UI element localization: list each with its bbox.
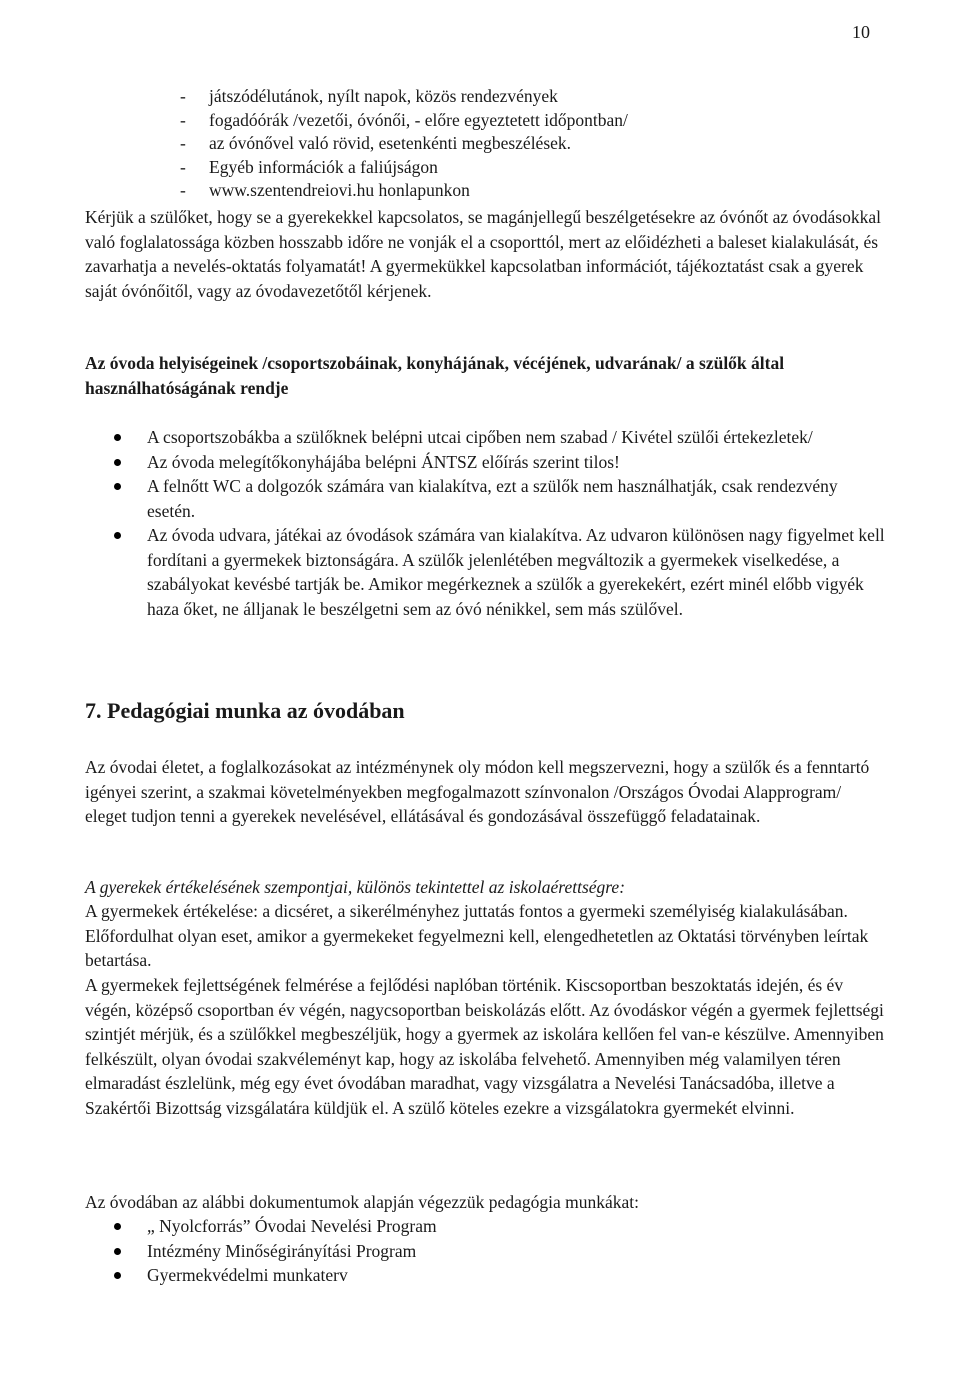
section-intro: Az óvodai életet, a foglalkozásokat az intézménynek oly módon kell megszervezni, hogy a szülők és a fenntartó igényei szerint, a szakmai követelményekben megfogalmazott színvonalon /Országos Óvodai Alapprogram/ eleget tudjon tenni a gyerekek nevelésével, ellátásával és gondozásával összefüggő feladatainak. [85,757,870,826]
documents-list [85,1214,885,1288]
rooms-heading: Az óvoda helyiségeinek /csoportszobáinak, konyhájának, vécéjének, udvarának/ a szülők által használhatóságának rendje [85,353,785,398]
list-item: Gyermekvédelmi munkaterv [85,1263,885,1288]
evaluation-paragraph: A gyermekek fejlettségének felmérése a fejlődési naplóban történik. Kiscsoportban beszoktatás idején, és év végén, középső csoportban év végén, nagycsoportban beiskolázás előtt. Az óvodáskor végén a gyermek fejlettségi szintjét mérjük, és a szülőkkel megbeszéljük, hogy a gyermek az iskolára kellően fel van-e készülve. Amennyiben felkészült, olyan óvodai szakvéleményt kap, hogy az iskolába felvehető. Amennyiben még valamilyen téren elmaradást észlelünk, még egy évet óvodában maradhat, vagy vizsgálatra a Nevelési Tanácsadóba, illetve a Szakértői Bizottság vizsgálatára küldjük el. A szülő köteles ezekre a vizsgálatokra gyermekét elvinni. [85,975,884,1118]
contact-channels-list [180,85,628,203]
list-item: Az óvoda udvara, játékai az óvodások számára van kialakítva. Az udvaron különösen nagy figyelmet kell fordítani a gyermekek biztonságára. A szülők jelenlétében megváltozik a gyermekek viselkedése, a szabályokat kevésbé tartják be. Amikor megérkeznek a szülők a gyerekekért, ezért minél előbb vigyék haza őket, ne álljanak le beszélgetni sem az óvó nénikkel, sem más szülővel. [85,523,885,621]
list-item: - játszódélutánok, nyílt napok, közös rendezvények [180,85,628,109]
section-title: 7. Pedagógiai munka az óvodában [85,698,405,723]
page-number: 10 [852,22,870,42]
evaluation-paragraph: A gyermekek értékelése: a dicséret, a sikerélményhez juttatás fontos a gyermeki személyiség kialakulásában. Előfordulhat olyan eset, amikor a gyermekeket fegyelmezni kell, elengedhetetlen az Oktatási törvényben leírtak betartása. [85,901,869,970]
list-item: - Egyéb információk a faliújságon [180,156,628,180]
list-item: - fogadóórák /vezetői, óvónői, - előre egyeztetett időpontban/ [180,109,628,133]
list-item: Az óvoda melegítőkonyhájába belépni ÁNTSZ előírás szerint tilos! [85,450,885,475]
evaluation-heading: A gyerekek értékelésének szempontjai, különös tekintettel az iskolaérettségre: [85,877,626,897]
list-item: - www.szentendreiovi.hu honlapunkon [180,179,628,203]
request-paragraph: Kérjük a szülőket, hogy se a gyerekekkel kapcsolatos, se magánjellegű beszélgetésekre az óvónőt az óvodásokkal való foglalatossága közben hosszabb időre ne vonják el a csoporttól, mert az előidézheti a baleset kialakulását, és zavarhatja a nevelés-oktatás folyamatát! A gyermekükkel kapcsolatban információt, tájékoztatást csak a gyerek saját óvónőitől, vagy az óvodavezetőtől kérjenek. [85,207,881,301]
list-item: Intézmény Minőségirányítási Program [85,1239,885,1264]
list-item: „ Nyolcforrás” Óvodai Nevelési Program [85,1214,885,1239]
list-item: A felnőtt WC a dolgozók számára van kialakítva, ezt a szülők nem használhatják, csak rendezvény esetén. [85,474,885,523]
list-item: - az óvónővel való rövid, esetenkénti megbeszélések. [180,132,628,156]
list-item: A csoportszobákba a szülőknek belépni utcai cipőben nem szabad / Kivétel szülői értekezletek/ [85,425,885,450]
documents-intro: Az óvodában az alábbi dokumentumok alapján végezzük pedagógia munkákat: [85,1192,639,1212]
rooms-rules-list [85,425,885,621]
